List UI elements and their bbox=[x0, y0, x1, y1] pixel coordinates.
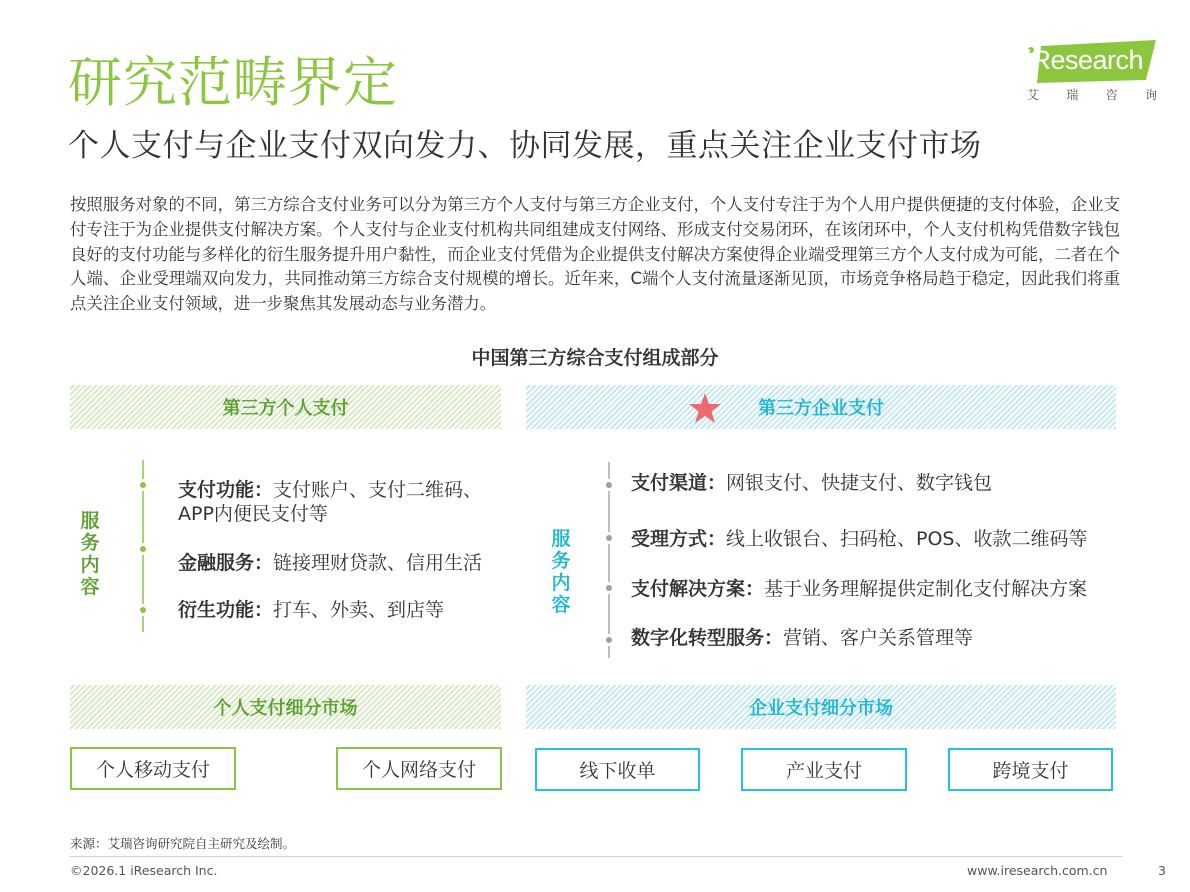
enterprise-bullet-dot bbox=[603, 479, 615, 491]
personal-payment-header bbox=[70, 385, 501, 429]
personal-bullet-dot bbox=[137, 543, 149, 555]
enterprise-item-acceptance-method bbox=[631, 527, 1088, 551]
service-label-char: 务 bbox=[80, 532, 100, 554]
segment-label: 产业支付 bbox=[785, 760, 862, 782]
personal-segment-header bbox=[70, 685, 501, 729]
segment-label: 跨境支付 bbox=[992, 760, 1069, 782]
item-label: 受理方式： bbox=[631, 528, 727, 550]
item-text: 网银支付、快捷支付、数字钱包 bbox=[726, 472, 993, 494]
segment-label: 线下收单 bbox=[579, 760, 656, 782]
item-label: 衍生功能： bbox=[178, 599, 274, 621]
item-text: 线上收银台、扫码枪、POS、收款二维码等 bbox=[726, 528, 1088, 550]
personal-bullet-dot bbox=[137, 479, 149, 491]
star-icon bbox=[688, 392, 722, 424]
item-label: 支付功能： bbox=[178, 479, 274, 501]
logo-chinese-name bbox=[1027, 86, 1157, 103]
item-label: 支付渠道： bbox=[631, 472, 727, 494]
diagram-title: 中国第三方综合支付组成部分 bbox=[471, 347, 719, 369]
segment-box-offline-acquiring bbox=[535, 748, 700, 791]
segment-box-personal-mobile bbox=[70, 747, 236, 790]
item-text: 支付账户、支付二维码、 bbox=[273, 479, 483, 501]
personal-service-label bbox=[78, 510, 102, 598]
page-subtitle: 个人支付与企业支付双向发力、协同发展，重点关注企业支付市场 bbox=[68, 128, 982, 164]
item-text: 打车、外卖、到店等 bbox=[273, 599, 445, 621]
service-label-char: 内 bbox=[551, 572, 571, 594]
enterprise-service-label bbox=[549, 528, 573, 616]
logo-char: 瑞 bbox=[1066, 88, 1079, 102]
personal-payment-header-label: 第三方个人支付 bbox=[222, 398, 349, 419]
item-text: 基于业务理解提供定制化支付解决方案 bbox=[764, 578, 1088, 600]
item-label: 金融服务： bbox=[178, 552, 274, 574]
enterprise-payment-header-label: 第三方企业支付 bbox=[758, 398, 884, 419]
service-label-char: 服 bbox=[551, 528, 571, 550]
source-note: 来源：艾瑞咨询研究院自主研究及绘制。 bbox=[70, 836, 296, 851]
segment-box-personal-online bbox=[336, 747, 502, 790]
personal-item-financial-service bbox=[178, 551, 482, 575]
enterprise-bullet-dot bbox=[603, 532, 615, 544]
page-number: 3 bbox=[1158, 863, 1166, 878]
footer-divider bbox=[70, 856, 1122, 857]
copyright: ©2026.1 iResearch Inc. bbox=[70, 863, 218, 878]
personal-segment-header-label: 个人支付细分市场 bbox=[213, 698, 358, 719]
personal-item-payment-function bbox=[178, 478, 482, 526]
segment-box-industrial-payment bbox=[741, 748, 907, 791]
enterprise-bullet-dot bbox=[603, 634, 615, 646]
item-label: 数字化转型服务： bbox=[631, 627, 784, 649]
segment-label: 个人移动支付 bbox=[95, 759, 210, 781]
intro-paragraph: 按照服务对象的不同，第三方综合支付业务可以分为第三方个人支付与第三方企业支付，个人支付专注于为个人用户提供便捷的支付体验，企业支付专注于为企业提供支付解决方案。个人支付与企业支付机构共同组建成支付网络、形成支付交易闭环，在该闭环中，个人支付机构凭借数字钱包良好的支付功能与多样化的衍生服务提升用户黏性，而企业支付凭借为企业提供支付解决方案使得企业端受理第三方个人支付成为可能，二者在个人端、企业受理端双向发力，共同推动第三方综合支付规模的增长。近年来，C端个人支付流量逐渐见顶，市场竞争格局趋于稳定，因此我们将重点关注企业支付领域，进一步聚焦其发展动态与业务潜力。 bbox=[70, 195, 1120, 314]
service-label-char: 内 bbox=[80, 554, 100, 576]
item-text-continued: APP内便民支付等 bbox=[178, 503, 328, 525]
page-title: 研究范畴界定 bbox=[68, 51, 398, 114]
segment-box-cross-border bbox=[948, 748, 1113, 791]
enterprise-segment-header bbox=[526, 685, 1116, 729]
service-label-char: 务 bbox=[551, 550, 571, 572]
enterprise-segment-header-label: 企业支付细分市场 bbox=[749, 698, 893, 719]
enterprise-timeline-line bbox=[608, 462, 610, 658]
logo-text: iResearch bbox=[1026, 45, 1144, 75]
website-link[interactable]: www.iresearch.com.cn bbox=[967, 863, 1108, 878]
personal-bullet-dot bbox=[137, 604, 149, 616]
logo-char: 咨 bbox=[1105, 88, 1118, 102]
item-text: 链接理财贷款、信用生活 bbox=[273, 552, 483, 574]
service-label-char: 容 bbox=[80, 576, 100, 598]
enterprise-item-payment-channel bbox=[631, 471, 992, 495]
enterprise-item-digital-transformation bbox=[631, 626, 973, 650]
enterprise-payment-header bbox=[526, 385, 1116, 429]
logo-char: 询 bbox=[1144, 88, 1157, 102]
enterprise-bullet-dot bbox=[603, 582, 615, 594]
service-label-char: 服 bbox=[80, 510, 100, 532]
item-label: 支付解决方案： bbox=[631, 578, 765, 600]
logo-char: 艾 bbox=[1027, 88, 1040, 102]
segment-label: 个人网络支付 bbox=[361, 759, 476, 781]
item-text: 营销、客户关系管理等 bbox=[783, 627, 974, 649]
service-label-char: 容 bbox=[551, 594, 571, 616]
personal-item-derivative-function bbox=[178, 598, 444, 622]
enterprise-item-payment-solution bbox=[631, 577, 1087, 601]
